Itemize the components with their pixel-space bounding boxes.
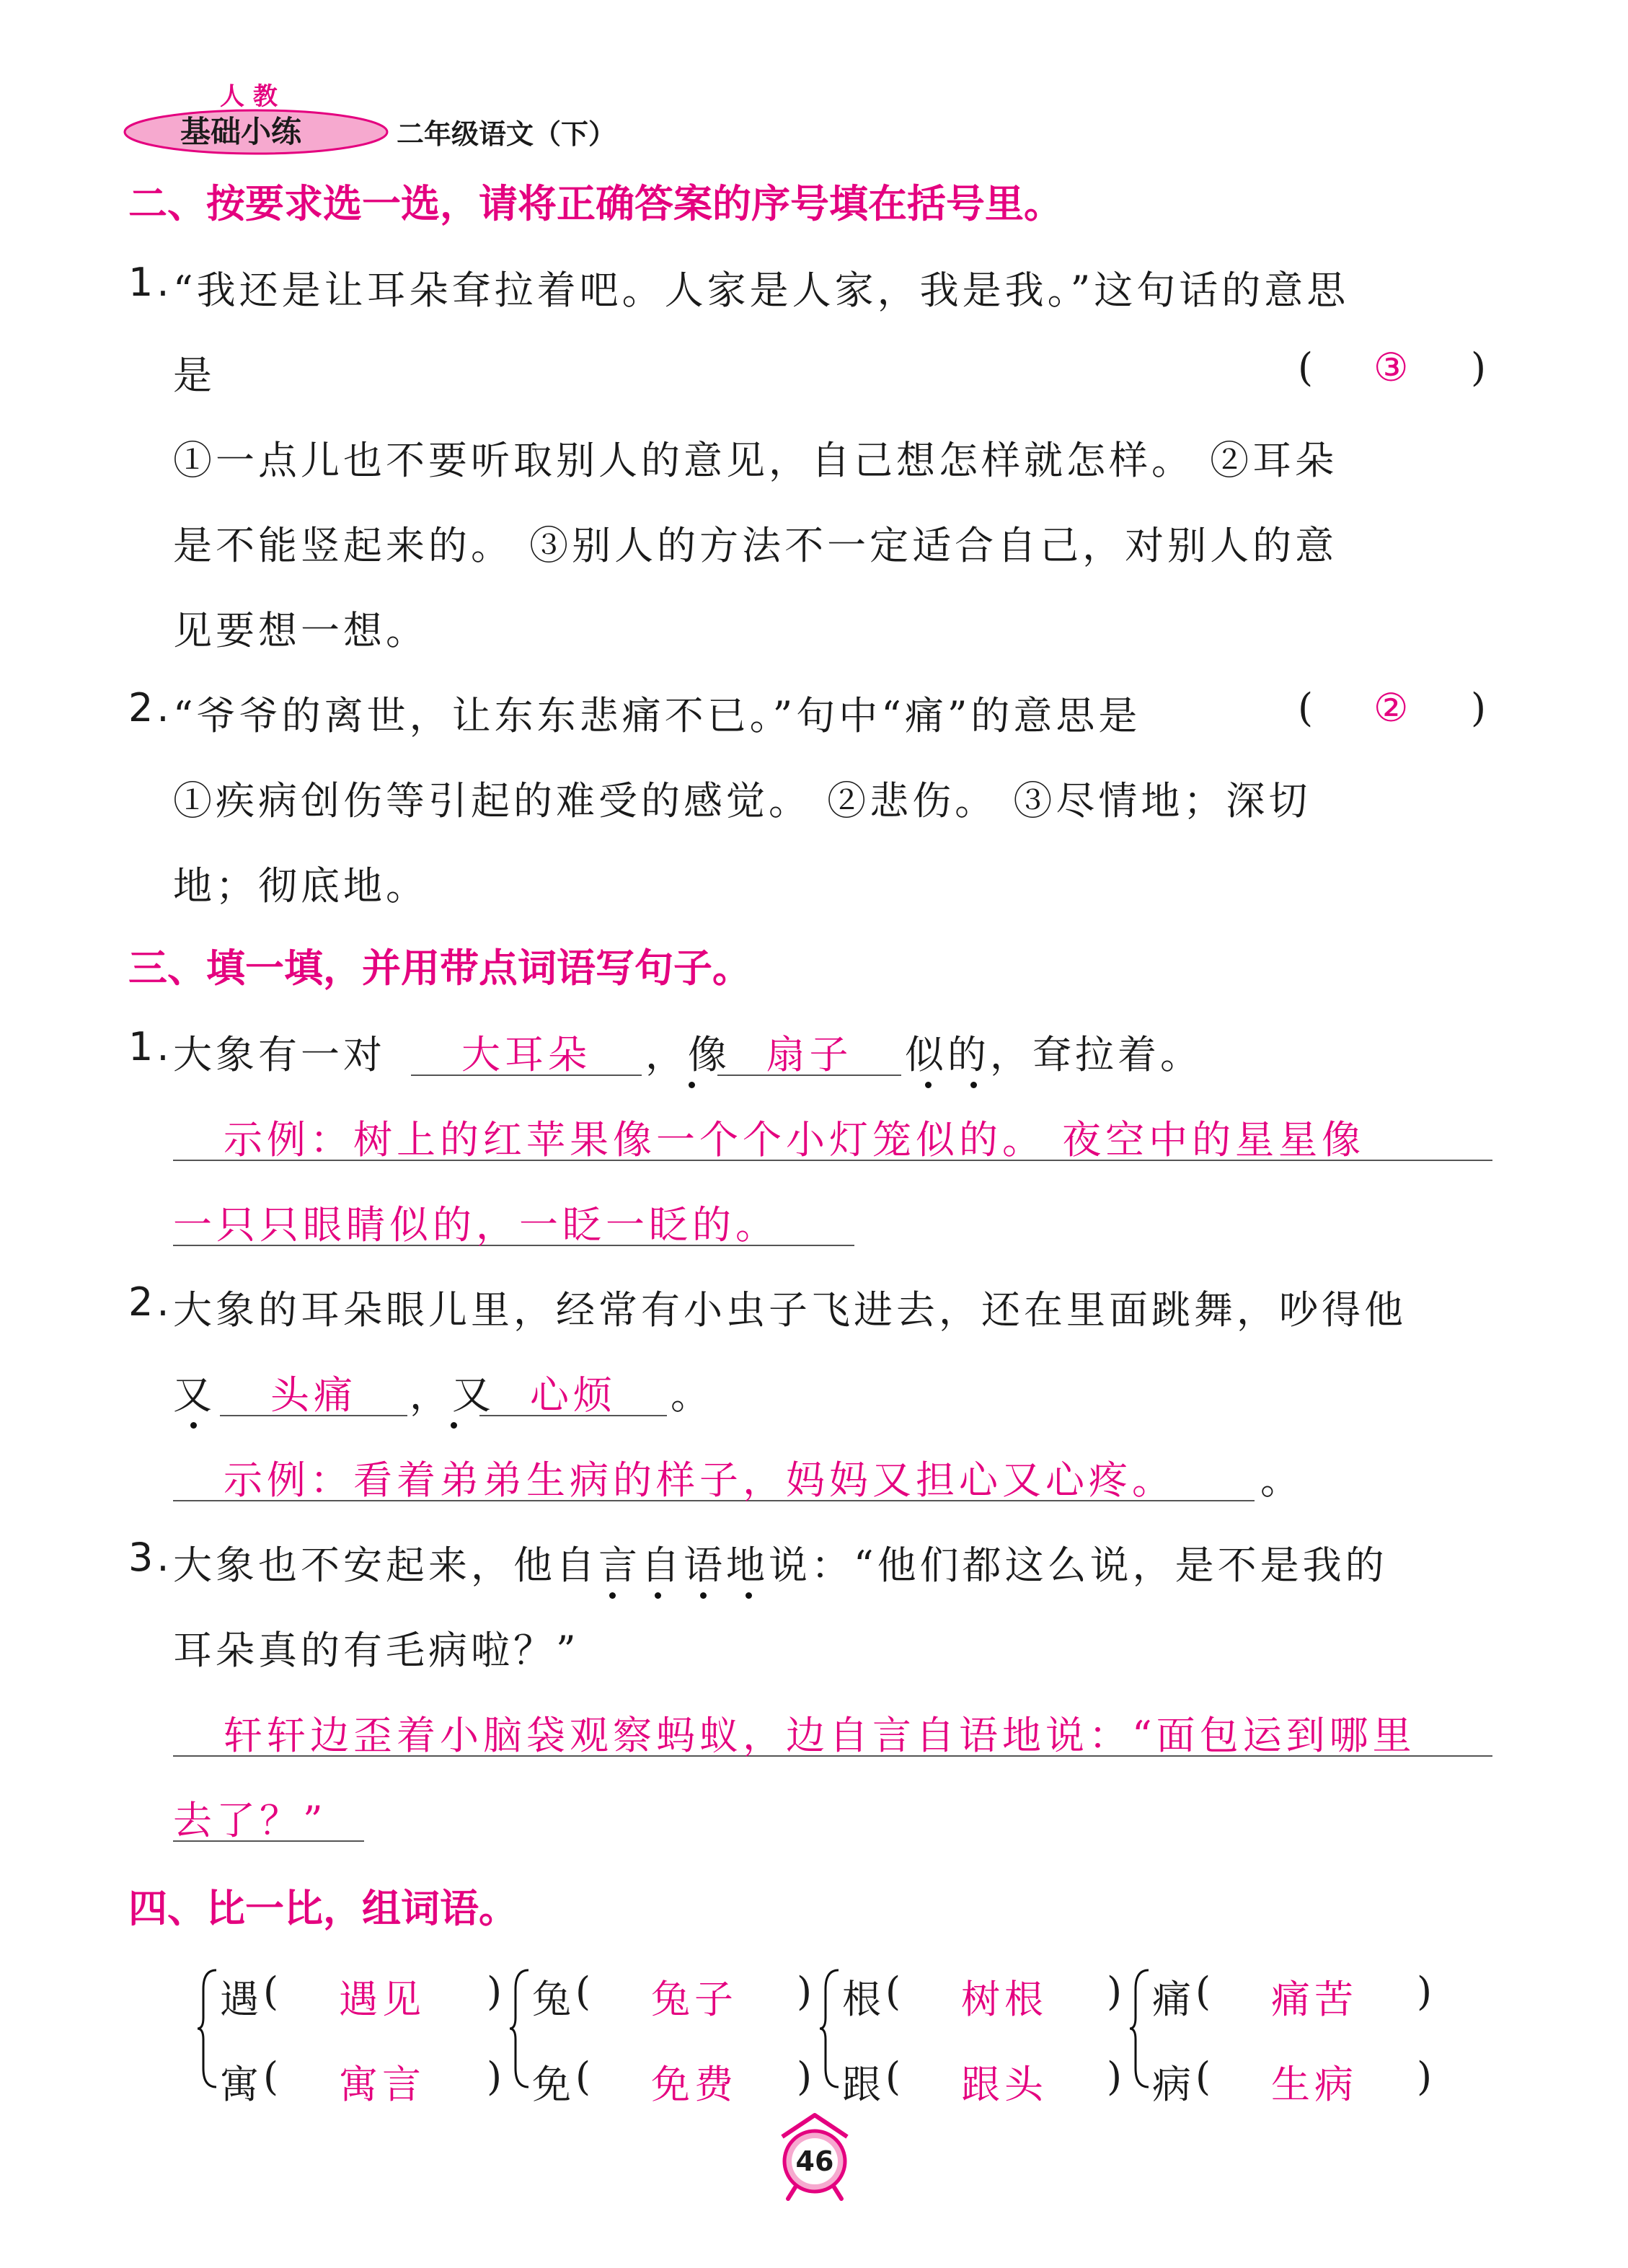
paren-close: ) xyxy=(1107,2054,1126,2099)
char-top: 痛 xyxy=(1152,1977,1195,2022)
q2-2-paren-open: ( xyxy=(1298,685,1317,731)
word-answer: 树根 xyxy=(961,1977,1048,2022)
q2-2-answer: ② xyxy=(1373,685,1413,731)
q2-1-options-line1: ①一点儿也不要听取别人的意见，自己想怎样就怎样。 ②耳朵 xyxy=(173,438,1338,483)
q3-1-text-c: 似的，耷拉着。 xyxy=(905,1032,1203,1077)
q3-2-text-b: ，又 xyxy=(410,1372,495,1418)
q3-1-blank-2 xyxy=(717,1024,901,1076)
q3-2-text-a: 又 xyxy=(173,1372,216,1418)
emphasis-dot xyxy=(700,1592,707,1599)
q3-1-text-b: ，像 xyxy=(645,1032,730,1077)
q3-3-answer-line2: 去了？” xyxy=(173,1790,364,1842)
page-number: 46 xyxy=(795,2145,834,2177)
q3-2-text-c: 。 xyxy=(671,1372,713,1418)
brace-icon xyxy=(818,1967,843,2090)
char-top: 兔 xyxy=(532,1977,575,2022)
q2-2-options-line2: 地；彻底地。 xyxy=(173,863,428,909)
word-answer: 寓言 xyxy=(339,2062,425,2107)
q2-1-paren-close: ) xyxy=(1471,345,1490,390)
brace-icon xyxy=(508,1967,533,2090)
paren-open: ( xyxy=(575,1969,595,2014)
q3-2-blank-1-answer: 头痛 xyxy=(270,1372,357,1418)
emphasis-dot xyxy=(970,1082,977,1088)
q3-1-answer-line1: 示例：树上的红苹果像一个个小灯笼似的。 夜空中的星星像 xyxy=(173,1109,1492,1161)
q3-2-blank-2 xyxy=(479,1364,667,1416)
q3-1-blank-1 xyxy=(411,1024,642,1076)
q3-3-number: 3. xyxy=(128,1535,173,1580)
q2-1-answer: ③ xyxy=(1373,345,1413,390)
q2-2-paren-close: ) xyxy=(1471,685,1490,731)
emphasis-dot xyxy=(746,1592,752,1599)
publisher-label: 人 教 xyxy=(220,82,278,111)
paren-close: ) xyxy=(1417,1969,1436,2014)
brace-icon xyxy=(1128,1967,1153,2090)
subject-label: 二年级语文（下） xyxy=(397,118,616,150)
q3-2-text-line1: 大象的耳朵眼儿里，经常有小虫子飞进去，还在里面跳舞，吵得他 xyxy=(173,1287,1407,1333)
emphasis-dot xyxy=(655,1592,661,1599)
section-3-title: 三、填一填，并用带点词语写句子。 xyxy=(128,945,751,991)
q2-1-options-line3: 见要想一想。 xyxy=(173,608,428,653)
paren-close: ) xyxy=(487,1969,506,2014)
q3-2-blank-1 xyxy=(220,1364,407,1416)
paren-close: ) xyxy=(797,2054,816,2099)
q2-2-text-line1: “爷爷的离世，让东东悲痛不已。”句中“痛”的意思是 xyxy=(173,693,1141,738)
section-4-title: 四、比一比，组词语。 xyxy=(128,1886,518,1931)
q3-2-number: 2. xyxy=(128,1279,173,1325)
q2-1-paren-open: ( xyxy=(1298,345,1317,390)
char-top: 遇 xyxy=(220,1977,262,2022)
paren-open: ( xyxy=(263,2054,283,2099)
word-answer: 遇见 xyxy=(339,1977,425,2022)
paren-open: ( xyxy=(885,2054,905,2099)
emphasis-dot xyxy=(925,1082,932,1088)
word-answer: 兔子 xyxy=(651,1977,738,2022)
word-answer: 跟头 xyxy=(961,2062,1048,2107)
char-bottom: 病 xyxy=(1152,2062,1195,2107)
emphasis-dot xyxy=(190,1422,197,1429)
q3-2-blank-2-answer: 心烦 xyxy=(530,1372,616,1418)
emphasis-dot xyxy=(689,1082,695,1088)
char-bottom: 跟 xyxy=(842,2062,885,2107)
series-label: 基础小练 xyxy=(180,114,302,149)
q2-2-number: 2. xyxy=(128,685,173,731)
paren-open: ( xyxy=(1195,2054,1215,2099)
q3-1-answer-line2: 一只只眼睛似的，一眨一眨的。 xyxy=(173,1194,854,1246)
word-answer: 生病 xyxy=(1271,2062,1358,2107)
q3-1-number: 1. xyxy=(128,1024,173,1069)
q2-1-number: 1. xyxy=(128,260,173,305)
emphasis-dot xyxy=(609,1592,616,1599)
char-bottom: 寓 xyxy=(220,2062,262,2107)
paren-close: ) xyxy=(1107,1969,1126,2014)
q3-3-text-line1: 大象也不安起来，他自言自语地说：“他们都这么说，是不是我的 xyxy=(173,1543,1388,1588)
paren-open: ( xyxy=(1195,1969,1215,2014)
section-2-title: 二、按要求选一选，请将正确答案的序号填在括号里。 xyxy=(128,181,1063,226)
word-answer: 免费 xyxy=(651,2062,738,2107)
paren-close: ) xyxy=(797,1969,816,2014)
brace-icon xyxy=(196,1967,221,2090)
q3-1-blank-2-answer: 扇子 xyxy=(766,1032,853,1077)
emphasis-dot xyxy=(451,1422,457,1429)
paren-open: ( xyxy=(885,1969,905,2014)
q3-3-answer-line1: 轩轩边歪着小脑袋观察蚂蚁，边自言自语地说：“面包运到哪里 xyxy=(173,1705,1492,1757)
paren-open: ( xyxy=(263,1969,283,2014)
q2-2-options-line1: ①疾病创伤等引起的难受的感觉。 ②悲伤。 ③尽情地；深切 xyxy=(173,778,1311,824)
q3-2-answer-end: 。 xyxy=(1260,1457,1303,1503)
paren-close: ) xyxy=(487,2054,506,2099)
paren-open: ( xyxy=(575,2054,595,2099)
word-answer: 痛苦 xyxy=(1271,1977,1358,2022)
q3-2-answer-line1: 示例：看着弟弟生病的样子，妈妈又担心又心疼。 xyxy=(173,1450,1255,1501)
char-bottom: 免 xyxy=(532,2062,575,2107)
char-top: 根 xyxy=(842,1977,885,2022)
q2-1-text-line1: “我还是让耳朵耷拉着吧。人家是人家，我是我。”这句话的意思 xyxy=(173,268,1350,313)
q3-1-text-a: 大象有一对 xyxy=(173,1032,386,1077)
paren-close: ) xyxy=(1417,2054,1436,2099)
q2-1-options-line2: 是不能竖起来的。 ③别人的方法不一定适合自己，对别人的意 xyxy=(173,523,1338,568)
q2-1-text-line2: 是 xyxy=(173,353,216,398)
q3-1-blank-1-answer: 大耳朵 xyxy=(461,1032,591,1077)
q3-3-text-line2: 耳朵真的有毛病啦？” xyxy=(173,1628,580,1673)
